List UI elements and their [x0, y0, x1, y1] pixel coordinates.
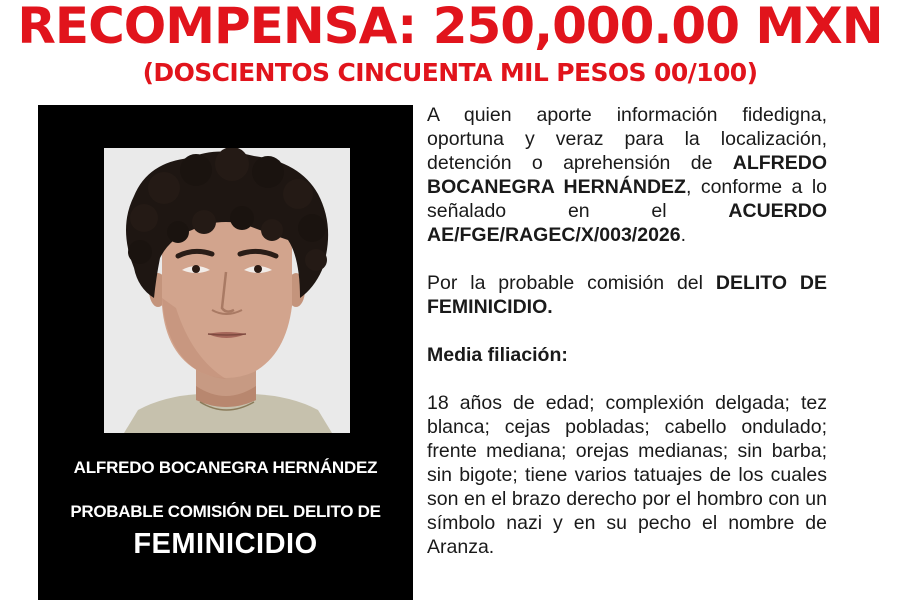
- crime-inline: DELITO DE FEMINICIDIO.: [427, 272, 827, 318]
- crime-caption-line: PROBABLE COMISIÓN DEL DELITO DE: [70, 502, 381, 521]
- suspect-name-inline: ALFREDO BOCANEGRA HERNÁNDEZ: [427, 152, 827, 198]
- physical-description: 18 años de edad; complexión delgada; tez blanca; cejas pobladas; cabello ondulado; frente mediana; orejas medianas; sin barba; sin bigote; tiene varios tatuajes de los cuales son en el brazo derecho por el hombro con un símbolo nazi y en su pecho el nombre de Aranza.: [427, 392, 827, 558]
- description-heading: Media filiación:: [427, 344, 568, 366]
- suspect-name-caption: ALFREDO BOCANEGRA HERNÁNDEZ: [73, 458, 378, 477]
- suspect-photo: [104, 148, 350, 433]
- reward-title: RECOMPENSA: 250,000.00 MXN: [17, 0, 883, 55]
- reward-amount-words: (DOSCIENTOS CINCUENTA MIL PESOS 00/100): [142, 58, 758, 87]
- suspect-portrait-image: [104, 148, 350, 433]
- crime-caption-title: FEMINICIDIO: [133, 528, 318, 560]
- agreement-reference: ACUERDO AE/FGE/RAGEC/X/003/2026: [427, 200, 827, 246]
- reward-conditions-paragraph: A quien aporte información fidedigna, oportuna y veraz para la localización, detención o aprehensión de ALFREDO BOCANEGRA HERNÁNDEZ, conforme a lo señalado en el ACUERDO AE/FGE/RAGEC/X/003/2026.: [427, 104, 827, 246]
- notice-text: [427, 103, 827, 559]
- suspect-panel: [38, 105, 413, 600]
- crime-paragraph: Por la probable comisión del DELITO DE FEMINICIDIO.: [427, 272, 827, 318]
